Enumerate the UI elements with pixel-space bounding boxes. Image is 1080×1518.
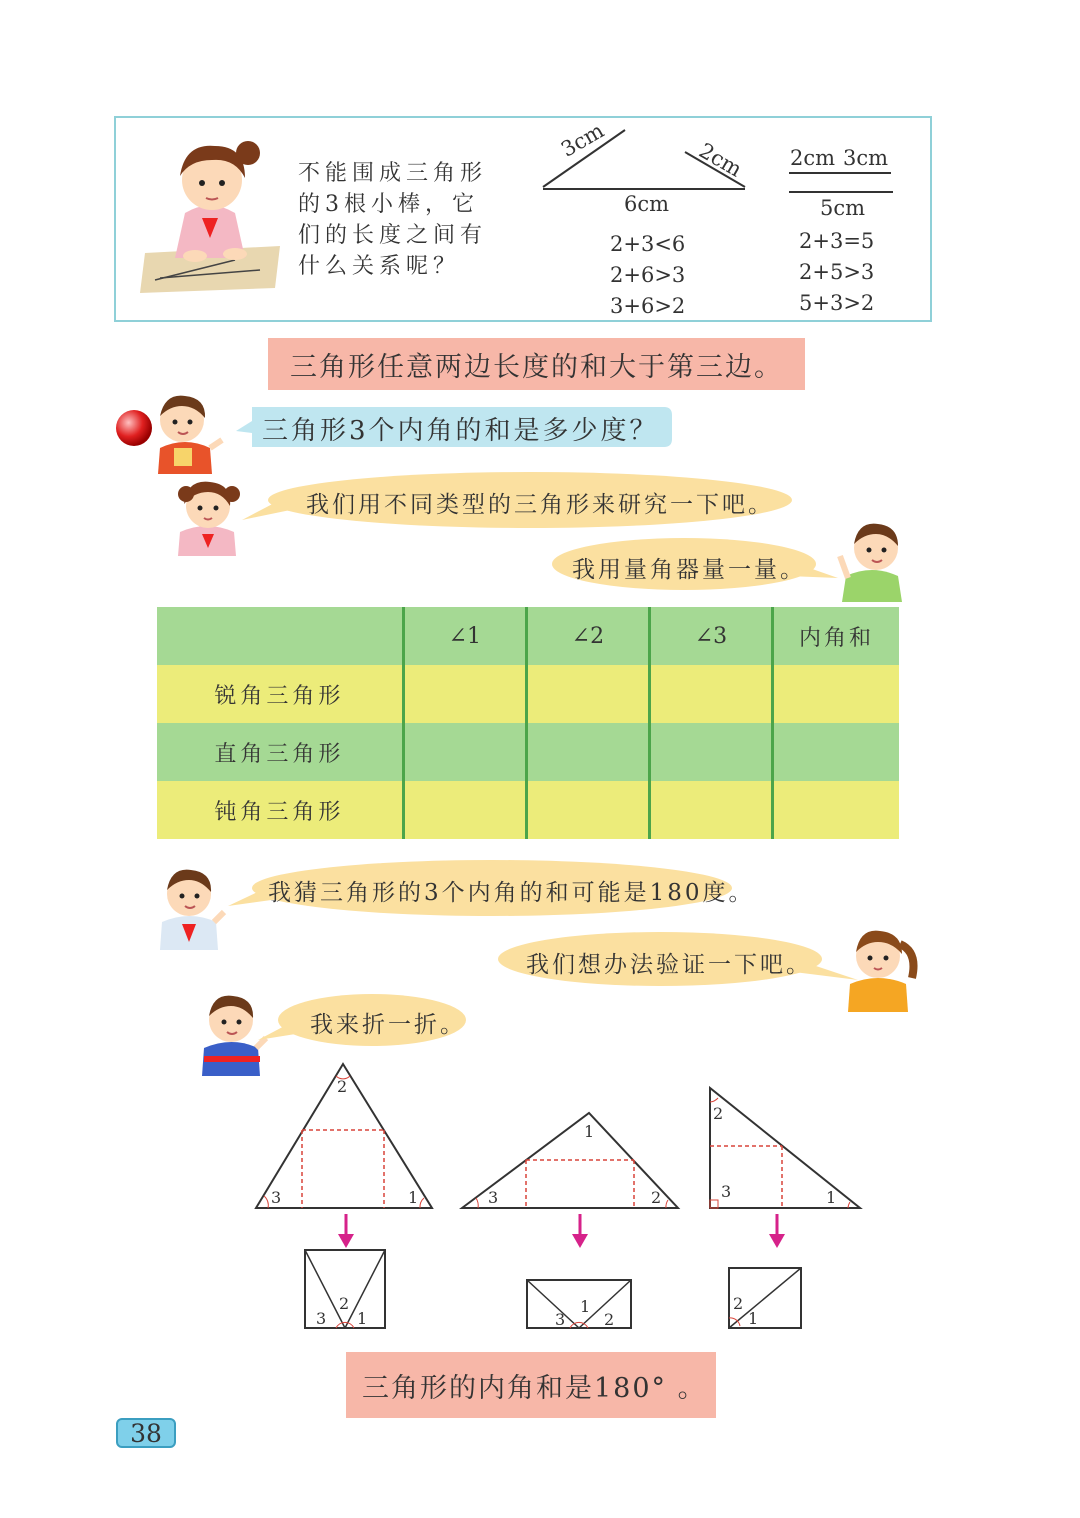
question-line: 们的长度之间有 <box>298 223 488 248</box>
speech-text-5: 我来折一折。 <box>310 1012 466 1038</box>
down-arrow-icon <box>336 1214 356 1250</box>
table-cell[interactable] <box>403 665 526 723</box>
boy-illustration <box>150 388 230 474</box>
fold-angle-label: 1 <box>580 1297 591 1316</box>
angle-label: 3 <box>488 1188 499 1207</box>
fold-angle-label: 3 <box>555 1310 566 1329</box>
girl-thinking-illustration <box>140 128 280 298</box>
table-row-label: 直角三角形 <box>214 741 345 767</box>
angle-label: 3 <box>721 1182 732 1201</box>
speech-text-4: 我们想办法验证一下吧。 <box>526 952 812 978</box>
table-cell[interactable] <box>773 781 899 839</box>
table-cell[interactable] <box>773 665 899 723</box>
question-text <box>298 158 487 282</box>
question-bubble-text: 三角形3个内角的和是多少度？ <box>262 416 659 446</box>
relation: 2+5>3 <box>799 260 875 284</box>
table-cell[interactable] <box>649 723 772 781</box>
table-cell[interactable] <box>526 781 649 839</box>
table-cell[interactable] <box>526 723 649 781</box>
girl-illustration-2 <box>842 922 920 1012</box>
table-row <box>157 665 899 723</box>
red-ball-icon <box>114 408 154 448</box>
angle-label: 1 <box>584 1122 595 1141</box>
speech-text-3: 我猜三角形的3个内角的和可能是180度。 <box>268 880 755 906</box>
rule-box-sides: 三角形任意两边长度的和大于第三边。 <box>268 338 805 390</box>
stick-label: 5cm <box>820 196 866 220</box>
stick-label: 6cm <box>624 192 670 216</box>
angle-label: 1 <box>826 1188 837 1207</box>
stick-label: 2cm <box>695 138 747 182</box>
table-header-cell <box>157 607 403 665</box>
table-cell[interactable] <box>649 781 772 839</box>
angle-label: 3 <box>271 1188 282 1207</box>
rule-box-angle-sum: 三角形的内角和是180° 。 <box>346 1352 716 1418</box>
stick-label: 3cm <box>557 118 609 162</box>
table-header-cell: 内角和 <box>773 607 899 665</box>
page-number: 38 <box>116 1418 176 1448</box>
fold-angle-label: 1 <box>748 1309 759 1328</box>
relation: 2+6>3 <box>610 263 686 287</box>
relation: 2+3=5 <box>799 229 875 253</box>
relation: 5+3>2 <box>799 291 875 315</box>
fold-angle-label: 2 <box>604 1310 615 1329</box>
angle-label: 1 <box>408 1188 419 1207</box>
relations-list-1 <box>610 229 685 322</box>
girl-illustration <box>172 474 244 556</box>
fold-angle-label: 1 <box>357 1309 368 1328</box>
boy-illustration-2 <box>156 862 228 950</box>
table-cell[interactable] <box>526 665 649 723</box>
angle-label: 2 <box>337 1077 348 1096</box>
question-line: 的3根小棒，它 <box>298 192 479 217</box>
relation: 2+3<6 <box>610 232 686 256</box>
stick-label: 2cm <box>790 146 836 170</box>
table-cell[interactable] <box>773 723 899 781</box>
table-header-cell: ∠1 <box>403 607 526 665</box>
down-arrow-icon <box>570 1214 590 1250</box>
table-cell[interactable] <box>649 665 772 723</box>
boy-with-protractor-illustration <box>836 516 908 602</box>
fold-angle-label: 3 <box>316 1309 327 1328</box>
angle-table <box>157 607 899 839</box>
relation: 3+6>2 <box>610 294 686 318</box>
question-line: 什么关系呢？ <box>298 254 461 279</box>
table-cell[interactable] <box>403 781 526 839</box>
angle-label: 2 <box>713 1104 724 1123</box>
table-cell[interactable] <box>403 723 526 781</box>
speech-text-1: 我们用不同类型的三角形来研究一下吧。 <box>306 492 774 518</box>
relations-list-2 <box>799 226 874 319</box>
table-header-row <box>157 607 899 665</box>
table-row <box>157 781 899 839</box>
sticks-diagram-2 <box>785 168 897 198</box>
angle-label: 2 <box>651 1188 662 1207</box>
stick-label: 3cm <box>843 146 889 170</box>
question-line: 不能围成三角形 <box>298 161 488 186</box>
down-arrow-icon <box>767 1214 787 1250</box>
speech-text-2: 我用量角器量一量。 <box>572 557 806 583</box>
table-row <box>157 723 899 781</box>
table-row-label: 钝角三角形 <box>214 799 345 825</box>
table-row-label: 锐角三角形 <box>214 683 345 709</box>
fold-angle-label: 2 <box>733 1294 744 1313</box>
table-header-cell: ∠2 <box>526 607 649 665</box>
fold-angle-label: 2 <box>339 1294 350 1313</box>
table-header-cell: ∠3 <box>649 607 772 665</box>
